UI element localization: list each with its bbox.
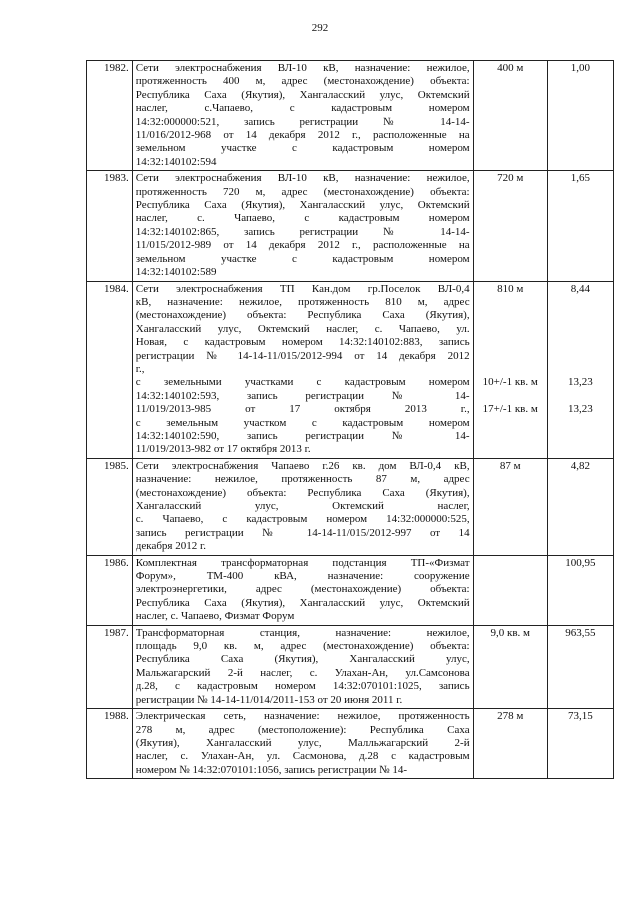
table-row [87, 61, 614, 171]
description-line: 11/015/2012-989 от 14 декабря 2012 г., расположенные на [135, 239, 470, 252]
row-number: 1987. [87, 625, 133, 708]
spacer [477, 323, 544, 336]
value [547, 625, 613, 708]
quantity [473, 458, 547, 555]
value-value: 13,23 [568, 376, 593, 389]
description-line: номером № 14:32:070101:1056, запись регистрации № 14- [135, 763, 408, 776]
value-value: 1,00 [570, 62, 591, 74]
quantity-value: 10+/-1 кв. м [482, 376, 538, 389]
spacer [551, 349, 610, 362]
description-line: регистрации № 14-14-11/014/2011-153 от 20 июня 2011 г. [135, 693, 403, 706]
quantity-value: 278 м [497, 710, 524, 723]
object-description [132, 555, 473, 625]
table-row [87, 555, 614, 625]
description-line: д.28, с кадастровым номером 14:32:070101:1025, запись [135, 680, 470, 693]
value-value: 1,65 [570, 172, 591, 185]
description-line: назначение: нежилое, протяженность 87 м, адрес [135, 473, 470, 486]
spacer [477, 349, 544, 362]
value-value: 100,95 [565, 556, 596, 569]
table-row [87, 281, 614, 458]
description-line: 14:32:140102:594 [135, 155, 217, 168]
value-value: 963,55 [565, 626, 596, 639]
object-description [132, 458, 473, 555]
spacer [477, 336, 544, 349]
description-line: 11/016/2012-968 от 14 декабря 2012 г., расположенные на [135, 129, 470, 142]
description-line: с. Чапаево, с кадастровым номером 14:32:000000:525, [135, 513, 470, 526]
value-value: 73,15 [568, 710, 593, 723]
spacer [477, 363, 544, 376]
description-line: земельном участке с кадастровым номером [135, 252, 470, 265]
quantity [473, 555, 547, 625]
description-line: Комплектная трансформаторная подстанция ТП-«Физмат [135, 556, 470, 569]
row-number: 1983. [87, 171, 133, 281]
value-value: 8,44 [570, 282, 591, 295]
description-line: с земельными участками с кадастровым номером [135, 376, 470, 389]
table-row [87, 625, 614, 708]
spacer [551, 296, 610, 309]
description-line: регистрации № 14-14-11/015/2012-994 от 14 декабря 2012 [135, 349, 470, 362]
description-line: наслег, с. Улахан-Ан, ул. Сасмонова, д.28 с кадастровым [135, 750, 470, 763]
value [547, 281, 613, 458]
spacer [477, 309, 544, 322]
description-line: 11/019/2013-985 от 17 октября 2013 г., [135, 403, 470, 416]
spacer [551, 336, 610, 349]
description-line: Республика Саха (Якутия), Хангаласский улус, Октемский [135, 199, 470, 212]
description-line: 14:32:140102:865, запись регистрации № 14-14- [135, 225, 470, 238]
value [547, 171, 613, 281]
page-number: 292 [311, 22, 329, 34]
object-description [132, 709, 473, 779]
table-body [87, 61, 614, 779]
object-description [132, 281, 473, 458]
spacer [551, 390, 610, 403]
description-line: 14:32:140102:590, запись регистрации № 14- [135, 429, 470, 442]
description-line: Трансформаторная станция, назначение: нежилое, [135, 626, 470, 639]
spacer [477, 296, 544, 309]
quantity [473, 281, 547, 458]
row-number: 1988. [87, 709, 133, 779]
description-line: (местонахождение) объекта: Республика Саха (Якутия), [135, 486, 470, 499]
description-line: электроэнергетики, адрес (местонахождение) объекта: [135, 583, 470, 596]
value [547, 555, 613, 625]
quantity-value: 9,0 кв. м [490, 626, 530, 639]
description-line: Форум», ТМ-400 кВА, назначение: сооружение [135, 570, 470, 583]
description-line: 11/019/2013-982 от 17 октября 2013 г. [135, 443, 311, 456]
spacer [551, 309, 610, 322]
description-line: площадь 9,0 кв. м, адрес (местонахождение) объекта: [135, 640, 470, 653]
object-description [132, 625, 473, 708]
spacer [477, 390, 544, 403]
description-line: наслег, с.Чапаево, с кадастровым номером [135, 102, 470, 115]
description-line: Республика Саха (Якутия), Хангаласский улус, Октемский [135, 596, 470, 609]
value-value: 4,82 [570, 459, 591, 472]
value [547, 61, 613, 171]
quantity-value: 720 м [497, 172, 524, 185]
quantity-value: 17+/-1 кв. м [482, 403, 538, 416]
table-row [87, 171, 614, 281]
description-line: Хангаласский улус, Октемский наслег, [135, 500, 470, 512]
description-line: с земельным участком с кадастровым номером [135, 416, 470, 429]
spacer [551, 363, 610, 376]
row-number: 1984. [87, 281, 133, 458]
description-line: 14:32:140102:593, запись регистрации № 14- [135, 389, 470, 402]
description-line: (Якутия), Хангаласский улус, Малльжагарский 2-й [135, 736, 470, 749]
property-register-table [86, 60, 614, 779]
row-number: 1982. [87, 61, 133, 171]
description-line: протяженность 400 м, адрес (местонахождение) объекта: [135, 75, 470, 88]
table-row [87, 458, 614, 555]
description-line: кВ, назначение: нежилое, протяженность 810 м, адрес [135, 295, 470, 308]
description-line: Новая, с кадастровым номером 14:32:140102:883, запись [135, 336, 470, 349]
description-line: 14:32:140102:589 [135, 266, 217, 279]
quantity [473, 171, 547, 281]
value [547, 709, 613, 779]
spacer [477, 557, 544, 570]
description-line: декабря 2012 г. [135, 540, 206, 553]
description-line: 278 м, адрес (местоположение): Республика Саха [135, 723, 470, 736]
row-number: 1985. [87, 458, 133, 555]
quantity [473, 625, 547, 708]
description-line: (местонахождение) объекта: Республика Саха (Якутия), [135, 309, 470, 322]
description-line: Республика Саха (Якутия), Хангаласский улус, Октемский [135, 88, 470, 101]
row-number: 1986. [87, 555, 133, 625]
description-line: земельном участке с кадастровым номером [135, 142, 470, 155]
quantity-value: 810 м [497, 282, 524, 295]
description-line: Сети электроснабжения ВЛ-10 кВ, назначение: нежилое, [135, 62, 470, 74]
spacer [551, 323, 610, 336]
description-line: Мальжагарский 2-й наслег, с. Улахан-Ан, ул.Самсонова [135, 666, 470, 679]
description-line: Сети электроснабжения ТП Кан.дом гр.Поселок ВЛ-0,4 [135, 282, 470, 295]
description-line: наслег, с. Чапаево, Физмат Форум [135, 610, 295, 623]
quantity-value: 87 м [499, 459, 521, 472]
value [547, 458, 613, 555]
table-row [87, 709, 614, 779]
description-line: Электрическая сеть, назначение: нежилое, протяженность [135, 710, 470, 723]
quantity-value: 400 м [497, 62, 524, 74]
description-line: наслег, с. Чапаево, с кадастровым номером [135, 212, 470, 225]
description-line: 14:32:000000:521, запись регистрации № 14-14- [135, 115, 470, 128]
description-line: Хангаласский улус, Октемский наслег, с. Чапаево, ул. [135, 322, 470, 335]
object-description [132, 61, 473, 171]
object-description [132, 171, 473, 281]
description-line: Республика Саха (Якутия), Хангаласский улус, [135, 653, 470, 666]
quantity [473, 709, 547, 779]
description-line: Сети электроснабжения ВЛ-10 кВ, назначение: нежилое, [135, 172, 470, 185]
description-line: г., [135, 362, 145, 375]
quantity [473, 61, 547, 171]
value-value: 13,23 [568, 403, 593, 416]
description-line: протяженность 720 м, адрес (местонахождение) объекта: [135, 185, 470, 198]
description-line: Сети электроснабжения Чапаево г.26 кв. дом ВЛ-0,4 кВ, [135, 459, 470, 472]
description-line: запись регистрации № 14-14-11/015/2012-997 от 14 [135, 526, 470, 539]
